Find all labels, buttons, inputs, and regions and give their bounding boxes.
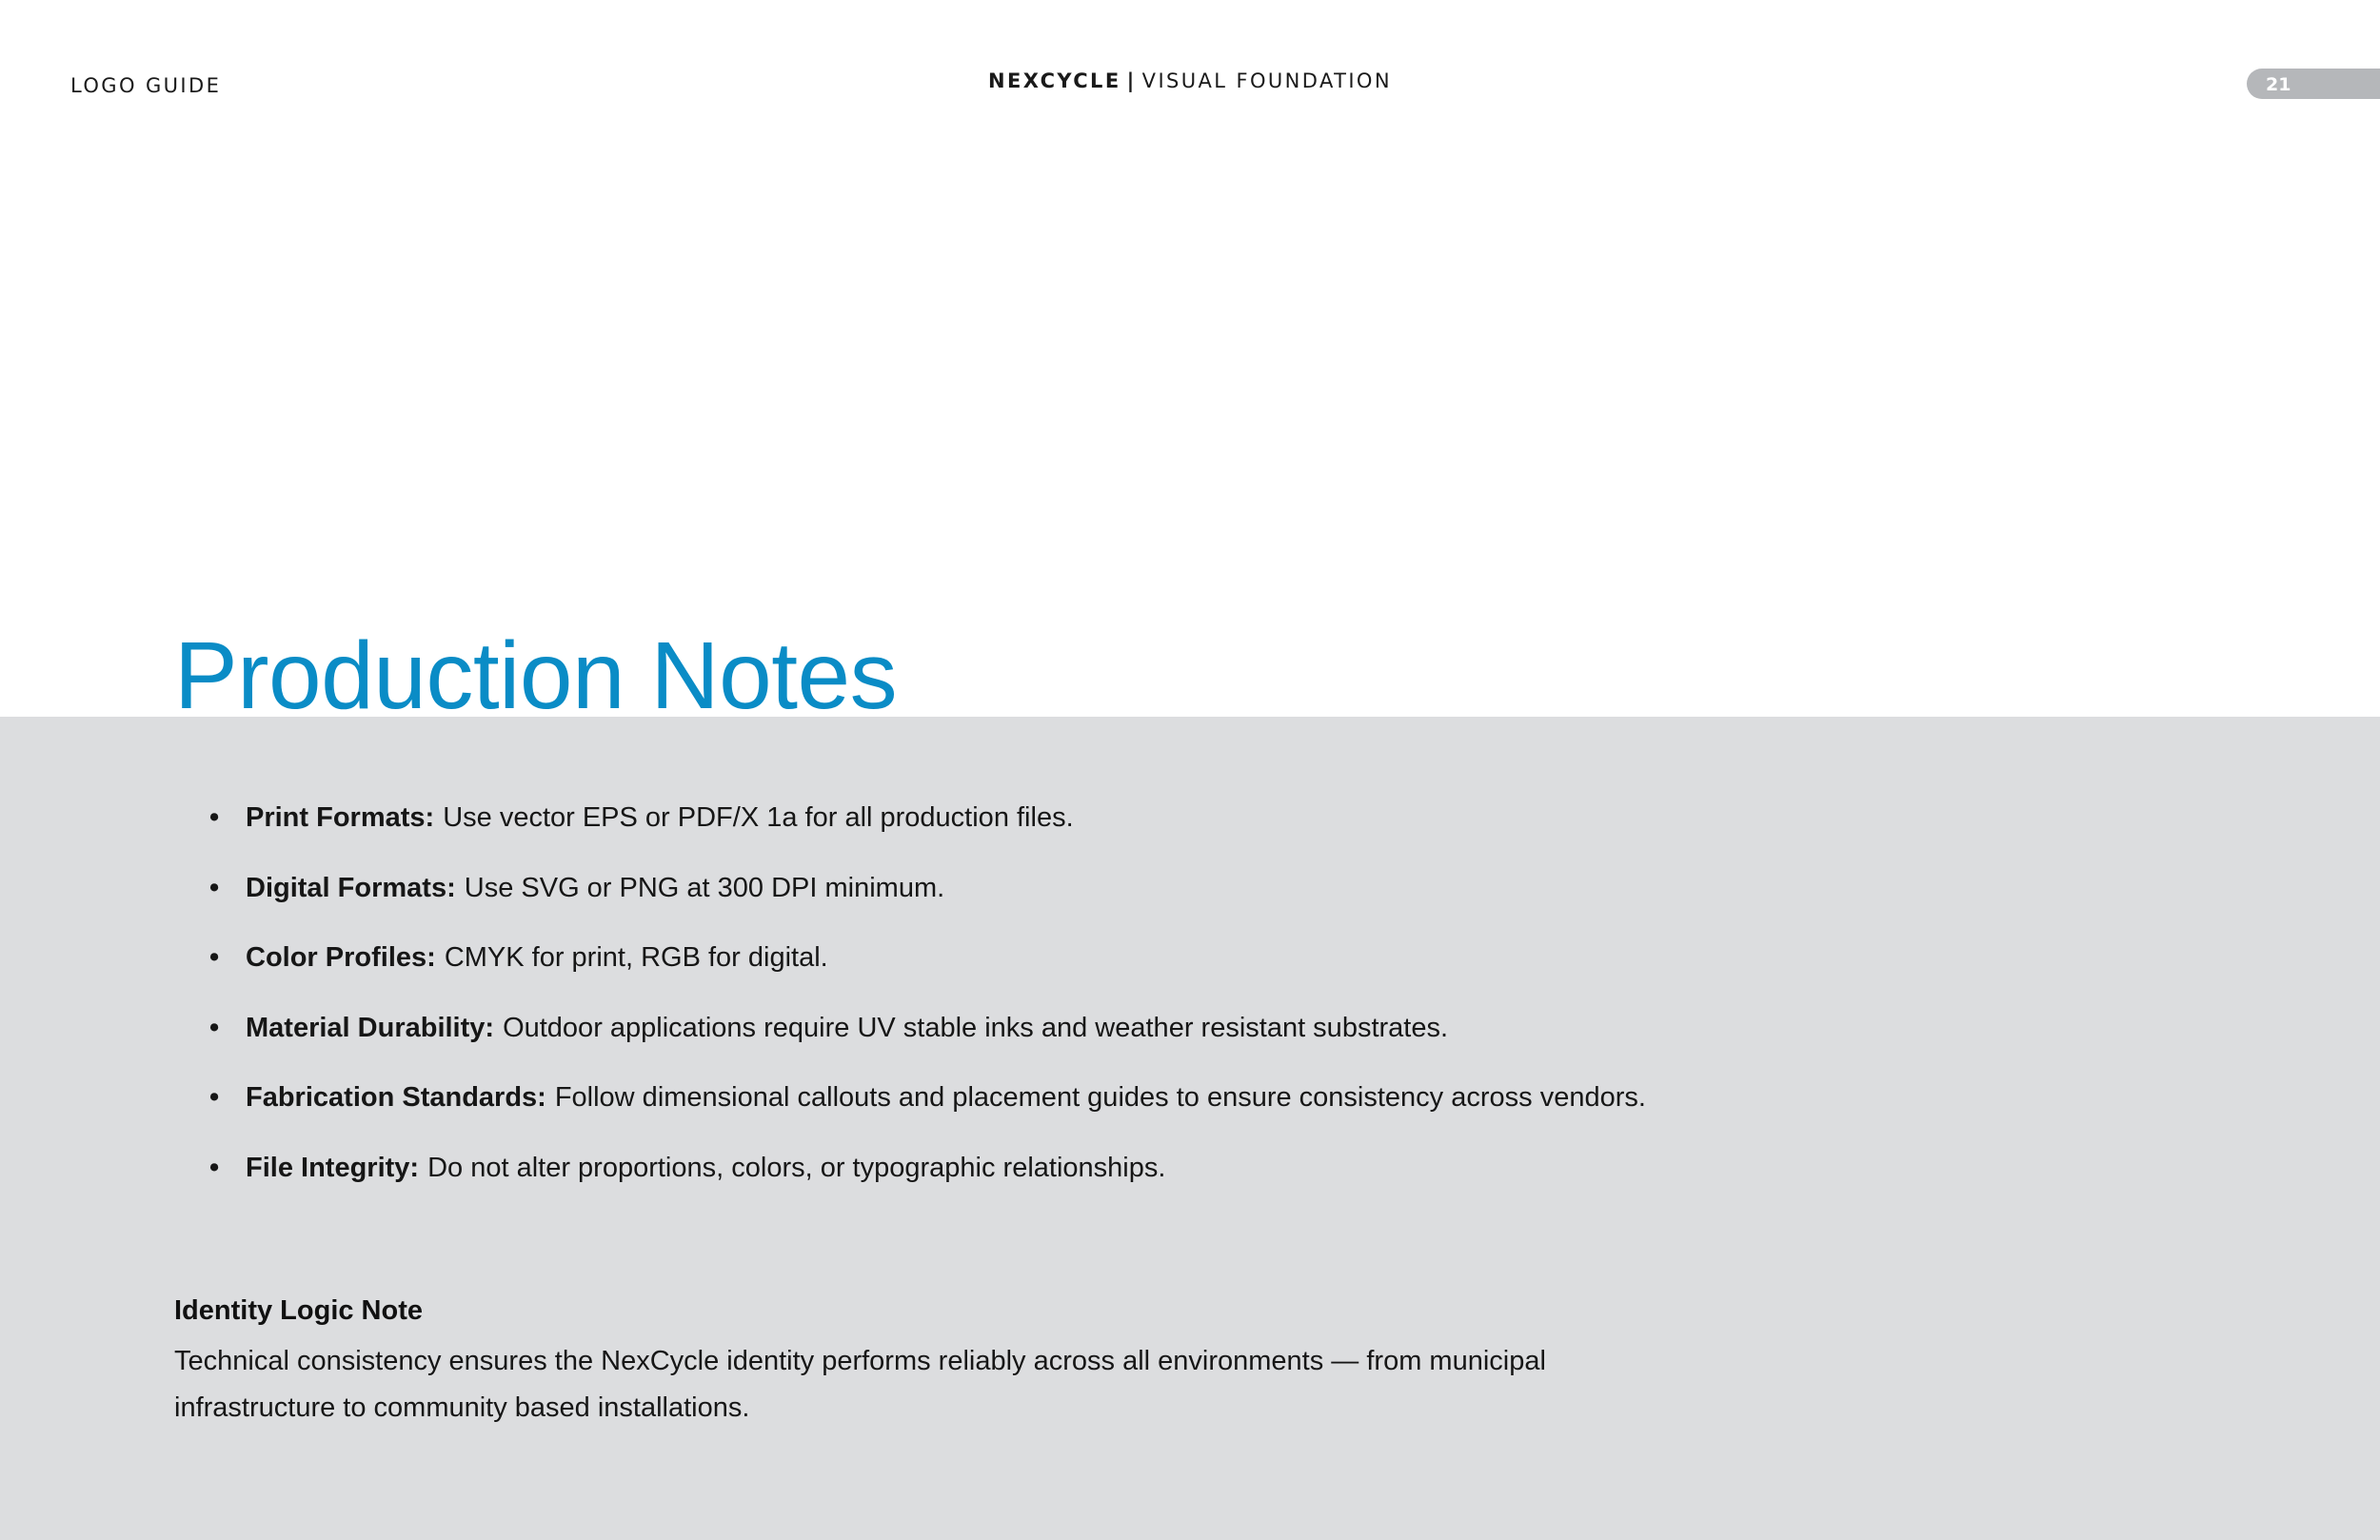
list-item-text: Use SVG or PNG at 300 DPI minimum. bbox=[464, 872, 945, 903]
page-title: Production Notes bbox=[174, 622, 898, 729]
bullet-icon: • bbox=[209, 942, 220, 974]
bullet-icon: • bbox=[209, 1082, 220, 1114]
list-item-term: Fabrication Standards: bbox=[246, 1082, 546, 1114]
list-item-text: Use vector EPS or PDF/X 1a for all production files. bbox=[443, 802, 1074, 833]
bullet-icon: • bbox=[209, 1012, 220, 1043]
document-title: VISUAL FOUNDATION bbox=[1141, 69, 1392, 92]
list-item bbox=[209, 873, 1646, 943]
list-item-text: Follow dimensional callouts and placement guides to ensure consistency across vendors. bbox=[554, 1082, 1646, 1114]
header-separator: | bbox=[1126, 69, 1137, 92]
page-number: 21 bbox=[2266, 74, 2291, 95]
page-number-tab bbox=[2247, 69, 2380, 99]
note-heading: Identity Logic Note bbox=[174, 1295, 423, 1326]
list-item bbox=[209, 1013, 1646, 1083]
brand-name: NEXCYCLE bbox=[988, 69, 1121, 92]
list-item-text: Do not alter proportions, colors, or typographic relationships. bbox=[427, 1152, 1166, 1183]
list-item-term: Digital Formats: bbox=[246, 872, 456, 903]
list-item bbox=[209, 802, 1646, 873]
section-label: LOGO GUIDE bbox=[70, 74, 222, 97]
list-item-text: CMYK for print, RGB for digital. bbox=[444, 942, 828, 974]
list-item-term: Color Profiles: bbox=[246, 942, 436, 974]
bullet-icon: • bbox=[209, 872, 220, 903]
bullet-icon: • bbox=[209, 802, 220, 833]
list-item bbox=[209, 1153, 1646, 1223]
bullet-icon: • bbox=[209, 1152, 220, 1183]
list-item-term: Material Durability: bbox=[246, 1012, 495, 1043]
document-header bbox=[0, 69, 2380, 92]
list-item-term: Print Formats: bbox=[246, 802, 435, 833]
list-item-term: File Integrity: bbox=[246, 1152, 420, 1183]
production-notes-list bbox=[209, 802, 1646, 1223]
list-item bbox=[209, 1082, 1646, 1153]
list-item bbox=[209, 942, 1646, 1013]
note-body: Technical consistency ensures the NexCycle identity performs reliably across all environments — from municipal infrastructure to community based installations. bbox=[174, 1346, 1546, 1423]
list-item-text: Outdoor applications require UV stable inks and weather resistant substrates. bbox=[503, 1012, 1449, 1043]
